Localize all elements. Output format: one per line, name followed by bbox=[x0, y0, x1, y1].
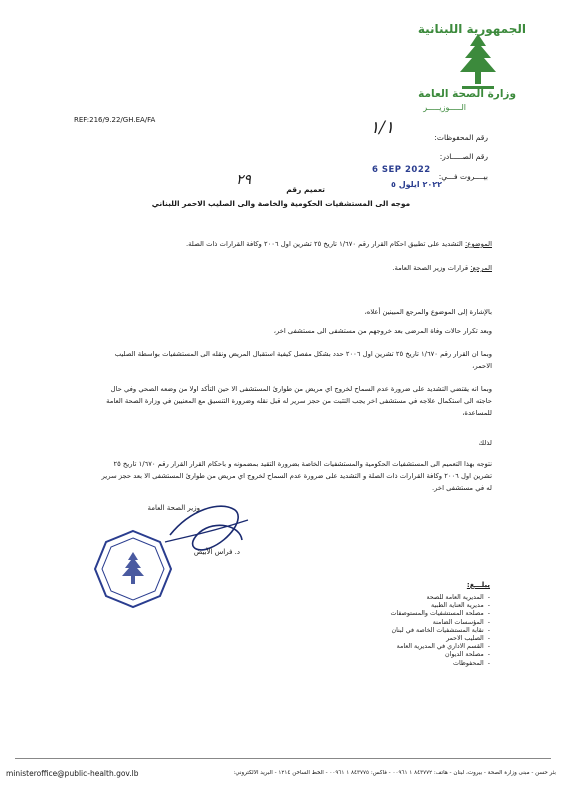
distribution-list bbox=[300, 594, 490, 668]
republic-title: الجمهورية اللبنانية bbox=[417, 22, 526, 36]
arabic-date-stamp: ٢٠٢٢ ايلول ٥ bbox=[391, 180, 442, 189]
signatory-name: د. فراس الأبيض bbox=[193, 548, 240, 556]
footer-address: بئر حسن - مبنى وزارة الصحة - بيروت، لبنان - هاتف: ٨٤٣٧٧٢ ١ ٠٠٩٦١ - فاكس: ٨٤٣٧٧٥ ١ ٠٠٩٦١ - الخط الساخن ١٢١٤ - البريد الالكتروني: bbox=[233, 770, 556, 776]
subject-line bbox=[140, 238, 492, 250]
list-item: - المؤسسات الضامنة bbox=[300, 619, 490, 627]
issue-number-label: رقم الصـــــادر: bbox=[439, 152, 488, 161]
ministry-logo bbox=[448, 30, 508, 95]
list-item: - نقابة المستشفيات الخاصة في لبنان bbox=[300, 627, 490, 635]
circular-title: تعميم رقم bbox=[286, 185, 325, 194]
reference-code: REF:216/9.22/GH.EA/FA bbox=[74, 116, 156, 124]
list-item: - مديرية العناية الطبية bbox=[300, 602, 490, 610]
footer-email: ministeroffice@public-health.gov.lb bbox=[6, 769, 139, 778]
received-date-stamp: 6 SEP 2022 bbox=[372, 165, 431, 175]
list-item: - المحفوظات bbox=[300, 660, 490, 668]
body-paragraph-1: بالإشارة إلى الموضوع والمرجع المبينين أعلاه، bbox=[364, 308, 492, 316]
distribution-heading: يبلـــغ: bbox=[466, 581, 490, 589]
body-paragraph-3: وبما ان القرار رقم ١/٦٧٠ تاريخ ٢٥ تشرين اول ٢٠٠٦ حدد بشكل مفصل كيفية استقبال المريض ونقله الى المستشفيات بواسطة الصليب الاحمر، bbox=[114, 350, 492, 370]
ministry-name: وزارة الصحة العامة bbox=[418, 88, 516, 100]
cedar-icon bbox=[448, 30, 508, 95]
list-item: - المديرية العامة للصحة bbox=[300, 594, 490, 602]
list-item: - مصلحة المستشفيات والمستوصفات bbox=[300, 610, 490, 618]
official-seal bbox=[92, 528, 174, 610]
reference-line bbox=[260, 262, 492, 274]
reference-text: قرارات وزير الصحة العامة. bbox=[392, 264, 469, 272]
list-item: - القسم الاداري في المديرية العامة bbox=[300, 643, 490, 651]
date-label: بيــــروت فـــي: bbox=[438, 172, 488, 181]
body-paragraph-6: نتوجه بهذا التعميم الى المستشفيات الحكومية والمستشفيات الخاصة بضرورة التقيد بمضمونه و باحكام القرار القرار رقم ١/٦٧٠ تاريخ ٢٥ تشرين اول ٢٠٠٦ وكافة القرارات ذات الصلة و التشديد على ضرورة عدم السماح لخروج اي مريض من طوارئ المستشفى الا بعد حجز سرير له في مستشفى اخر. bbox=[101, 460, 492, 492]
body-paragraph-5: لذلك bbox=[478, 439, 492, 447]
body-paragraph-2: وبعد تكرار حالات وفاة المرضى بعد خروجهم من مستشفى الى مستشفى اخر، bbox=[273, 327, 492, 335]
signature-title: وزير الصحة العامة bbox=[147, 504, 200, 512]
files-number-label: رقم المحفوظات: bbox=[434, 133, 488, 142]
body-paragraph-4: وبما انه يقتضي التشديد على ضرورة عدم السماح لخروج اي مريض من طوارئ المستشفى الا حين التأكد اولا من وضعه الصحي وفي حال حاجته الى استكمال علاجه في مستشفى اخر يجب التثبت من حجز سرير له قبل نقله وضرورة التنسيق مع المعنيين في وزارة الصحة العامة للمساعدة، bbox=[106, 385, 492, 417]
subject-label: الموضوع: bbox=[464, 240, 492, 248]
files-number-value: ١/١ bbox=[370, 118, 394, 138]
minister-label: الـــــوزيـــــر bbox=[423, 103, 466, 112]
circular-addressee: موجه الى المستشفيات الحكومية والخاصة والى الصليب الاحمر اللبناني bbox=[151, 199, 411, 208]
footer-rule bbox=[15, 758, 551, 759]
list-item: - الصليب الاحمر bbox=[300, 635, 490, 643]
subject-text: التشديد على تطبيق احكام القرار رقم ١/٦٧٠ تاريخ ٢٥ تشرين اول ٢٠٠٦ وكافة القرارات ذات الصلة. bbox=[186, 240, 463, 248]
seal-icon bbox=[92, 528, 174, 610]
list-item: - مصلحة الديوان bbox=[300, 651, 490, 659]
circular-number: ٢٩ bbox=[236, 172, 252, 188]
reference-label: المرجع: bbox=[470, 264, 492, 272]
